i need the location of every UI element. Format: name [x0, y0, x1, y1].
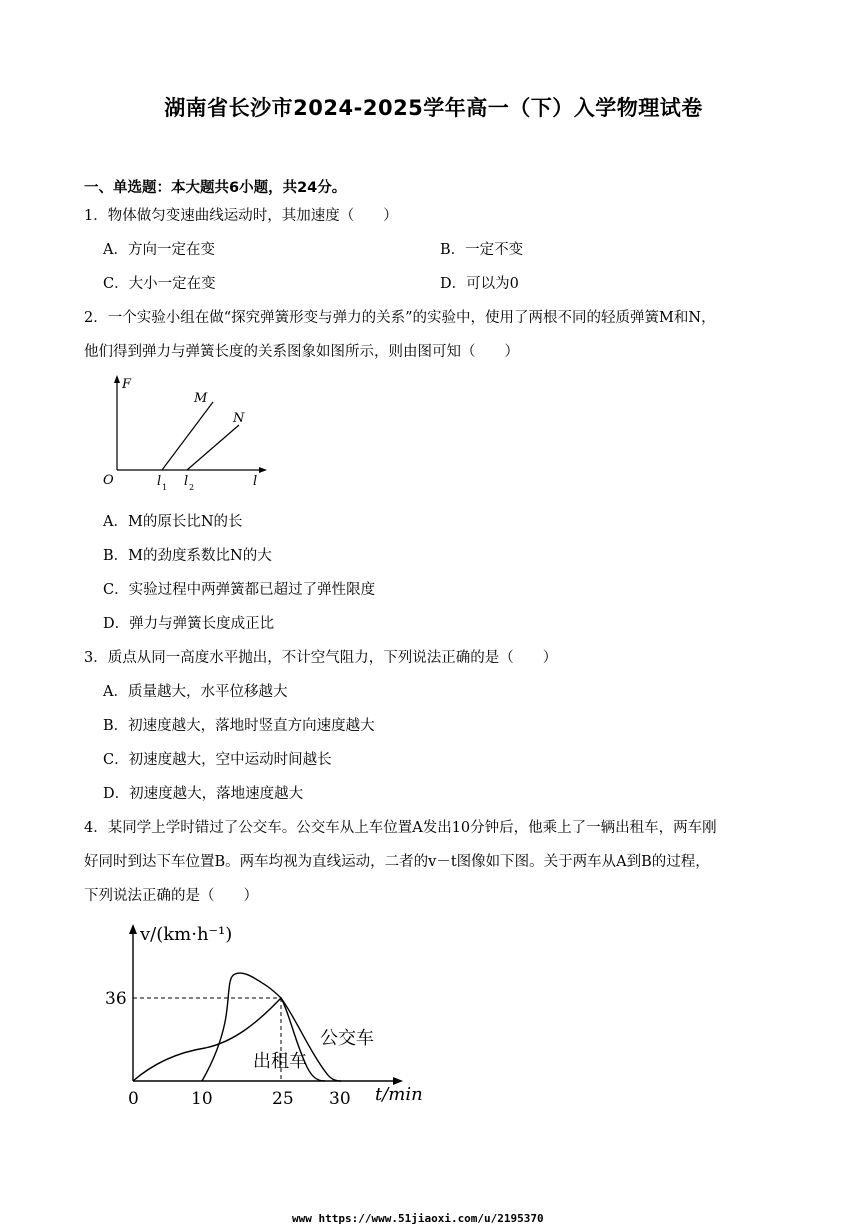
question-2-stem-line1: 2．一个实验小组在做“探究弹簧形变与弹力的关系”的实验中，使用了两根不同的轻质弹簧M和N， [84, 310, 716, 326]
question-2-option-b[interactable]: B．M的劲度系数比N的大 [103, 548, 272, 564]
section-heading: 一、单选题：本大题共6小题，共24分。 [84, 180, 347, 196]
tick-l2-label: l [184, 474, 189, 489]
taxi-label: 出租车 [253, 1051, 307, 1072]
spring-force-graph [100, 372, 280, 497]
x-tick-0: 0 [128, 1089, 139, 1109]
x-tick-25: 25 [272, 1089, 294, 1109]
question-1-option-a[interactable]: A．方向一定在变 [103, 242, 215, 258]
question-2-stem-line2: 他们得到弹力与弹簧长度的关系图象如图所示，则由图可知（ ） [84, 344, 519, 360]
axis-l-label: l [253, 474, 258, 489]
y-tick-36: 36 [105, 989, 127, 1009]
footer-watermark: www https://www.51jiaoxi.com/u/2195370 [292, 1212, 544, 1225]
x-tick-30: 30 [329, 1089, 351, 1109]
axis-f-label: F [122, 377, 132, 392]
question-1-option-c[interactable]: C．大小一定在变 [103, 276, 216, 292]
question-3-option-b[interactable]: B．初速度越大，落地时竖直方向速度越大 [103, 718, 375, 734]
question-4-stem-line2: 好同时到达下车位置B。两车均视为直线运动，二者的v－t图像如下图。关于两车从A到B的过程， [84, 854, 710, 870]
t-axis-label: t/min [375, 1084, 423, 1105]
line-m-label: M [194, 391, 208, 406]
question-2-option-c[interactable]: C．实验过程中两弹簧都已超过了弹性限度 [103, 582, 376, 598]
question-4-stem-line1: 4．某同学上学时错过了公交车。公交车从上车位置A发出10分钟后，他乘上了一辆出租车，两车刚 [84, 820, 717, 836]
question-3-option-d[interactable]: D．初速度越大，落地速度越大 [103, 786, 304, 802]
bus-curve [133, 998, 341, 1081]
question-2-option-d[interactable]: D．弹力与弹簧长度成正比 [103, 616, 275, 632]
exam-title: 湖南省长沙市2024-2025学年高一（下）入学物理试卷 [164, 96, 703, 120]
question-1-option-b[interactable]: B．一定不变 [440, 242, 524, 258]
line-n-label: N [233, 411, 245, 426]
question-4-stem-line3: 下列说法正确的是（ ） [84, 888, 258, 904]
tick-l1-sub: 1 [162, 483, 168, 492]
origin-label: O [103, 473, 114, 488]
question-3-stem: 3．质点从同一高度水平抛出，不计空气阻力，下列说法正确的是（ ） [84, 650, 558, 666]
x-tick-10: 10 [191, 1089, 213, 1109]
bus-label: 公交车 [320, 1028, 374, 1049]
line-m [162, 402, 213, 470]
question-2-option-a[interactable]: A．M的原长比N的长 [103, 514, 243, 530]
v-axis-label: v/(km·h⁻¹) [140, 924, 233, 945]
question-1-stem: 1．物体做匀变速曲线运动时，其加速度（ ） [84, 208, 398, 224]
velocity-time-graph [95, 912, 445, 1112]
question-1-option-d[interactable]: D．可以为0 [440, 276, 519, 292]
tick-l2-sub: 2 [189, 483, 195, 492]
line-n [187, 425, 239, 470]
question-3-option-c[interactable]: C．初速度越大，空中运动时间越长 [103, 752, 332, 768]
question-3-option-a[interactable]: A．质量越大，水平位移越大 [103, 684, 288, 700]
tick-l1-label: l [157, 474, 162, 489]
